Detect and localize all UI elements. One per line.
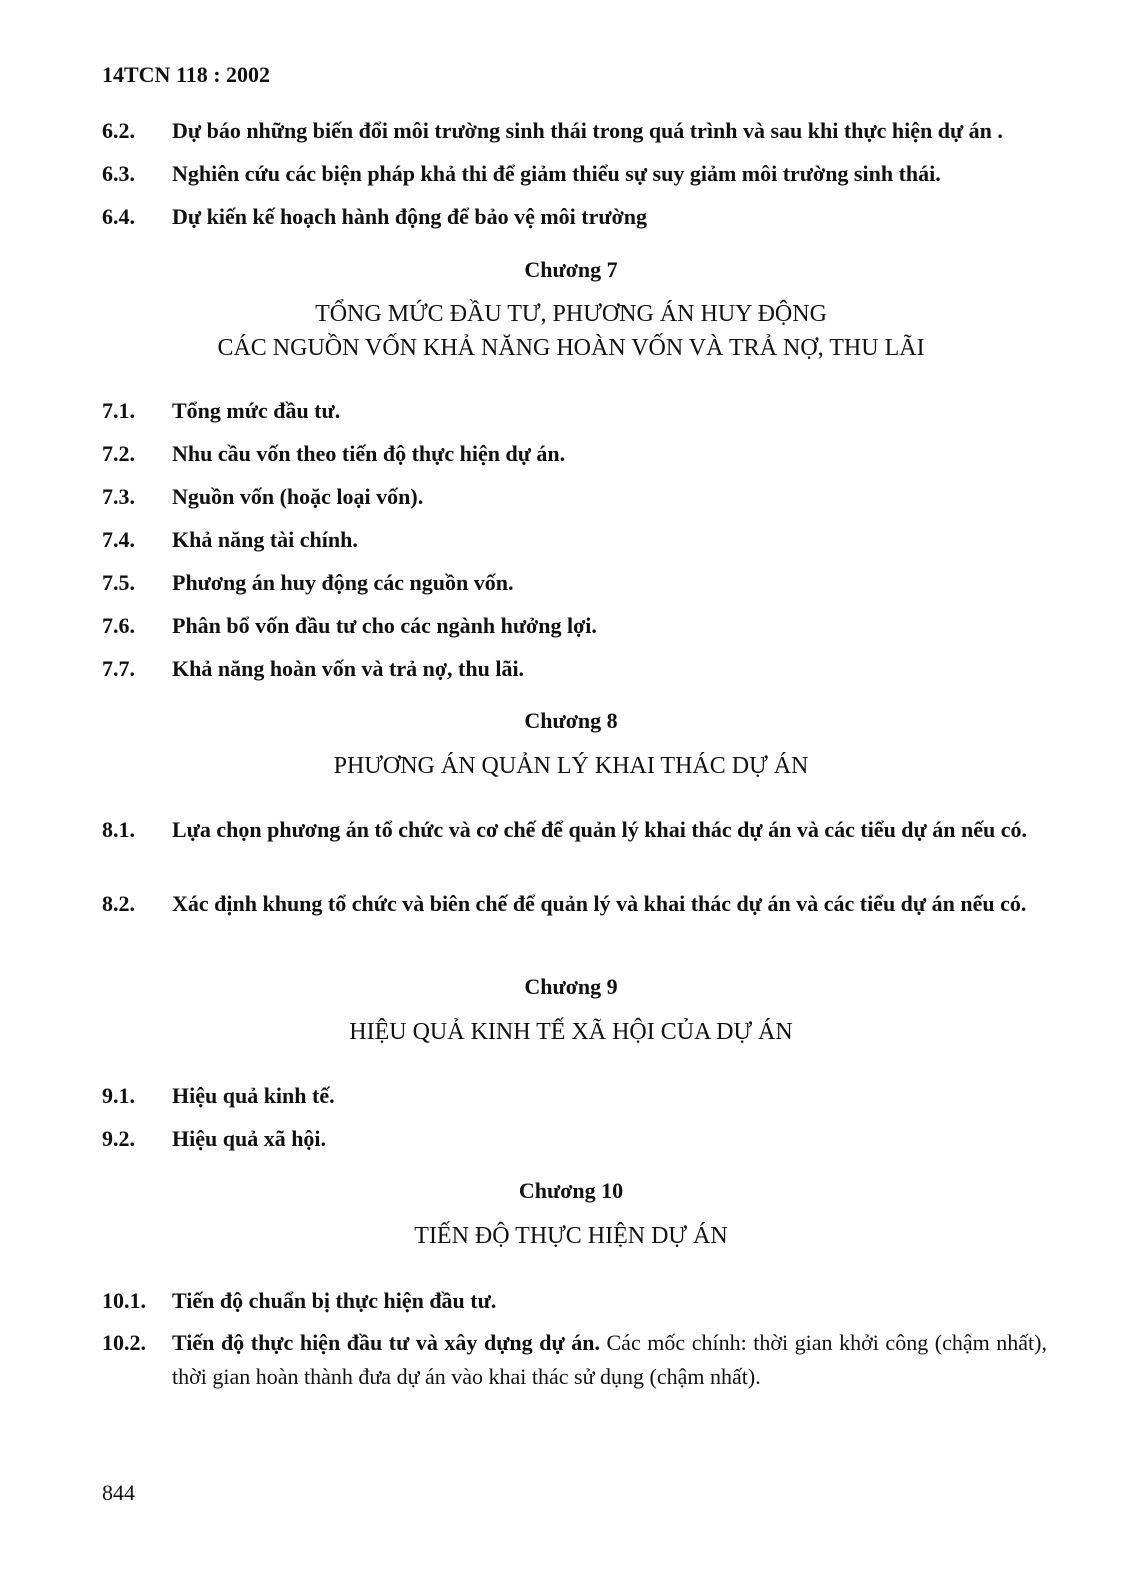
item-text-bold: Tiến độ thực hiện đầu tư và xây dựng dự án. [172,1330,600,1355]
list-item [102,652,1047,686]
item-text: Xác định khung tổ chức và biên chế để quản lý và khai thác dự án và các tiểu dự án nếu có. [172,891,1027,916]
list-item [102,114,1047,148]
item-number: 7.2. [102,441,135,466]
list-item [102,1079,1047,1113]
list-item [102,1326,1047,1394]
document-code: 14TCN 118 : 2002 [102,62,271,87]
chapter-title-line2: CÁC NGUỒN VỐN KHẢ NĂNG HOÀN VỐN VÀ TRẢ NỢ, THU LÃI [217,335,925,361]
list-item [102,437,1047,471]
item-number: 8.1. [102,817,135,842]
list-item [102,394,1047,428]
chapter-title: TIẾN ĐỘ THỰC HIỆN DỰ ÁN [414,1223,728,1249]
item-text [172,1326,1047,1394]
item-number: 6.4. [102,204,135,229]
chapter-title-line1: TỔNG MỨC ĐẦU TƯ, PHƯƠNG ÁN HUY ĐỘNG [315,301,827,327]
item-number: 9.1. [102,1083,135,1108]
item-text: Phân bổ vốn đầu tư cho các ngành hưởng lợi. [172,613,597,638]
list-item [102,1284,1047,1318]
item-number: 7.1. [102,398,135,423]
item-number: 7.4. [102,527,135,552]
item-text: Khả năng tài chính. [172,527,358,552]
item-text: Hiệu quả xã hội. [172,1126,327,1151]
chapter-label: Chương 7 [524,257,618,282]
item-text: Hiệu quả kinh tế. [172,1083,335,1108]
item-number: 7.3. [102,484,135,509]
item-text: Nguồn vốn (hoặc loại vốn). [172,484,424,509]
chapter-label: Chương 8 [524,708,618,733]
item-number: 10.1. [102,1288,146,1313]
item-text: Phương án huy động các nguồn vốn. [172,570,514,595]
item-number: 7.6. [102,613,135,638]
list-item [102,200,1047,234]
chapter-label: Chương 10 [518,1178,624,1203]
item-number: 6.2. [102,118,135,143]
list-item [102,1122,1047,1156]
item-number: 8.2. [102,891,135,916]
item-text: Tổng mức đầu tư. [172,398,341,423]
chapter-title: HIỆU QUẢ KINH TẾ XÃ HỘI CỦA DỰ ÁN [349,1019,793,1045]
item-text: Nghiên cứu các biện pháp khả thi để giảm thiểu sự suy giảm môi trường sinh thái. [172,161,941,186]
page-number: 844 [102,1480,135,1505]
chapter-label: Chương 9 [524,974,618,999]
item-text: Lựa chọn phương án tổ chức và cơ chế để quản lý khai thác dự án và các tiểu dự án nếu có. [172,817,1027,842]
list-item [102,887,1047,921]
item-text: Nhu cầu vốn theo tiến độ thực hiện dự án. [172,441,566,466]
item-text: Dự báo những biến đổi môi trường sinh thái trong quá trình và sau khi thực hiện dự án . [172,118,1003,143]
item-text: Khả năng hoàn vốn và trả nợ, thu lãi. [172,656,525,681]
chapter-title: PHƯƠNG ÁN QUẢN LÝ KHAI THÁC DỰ ÁN [333,753,809,779]
item-text: Tiến độ chuẩn bị thực hiện đầu tư. [172,1288,497,1313]
list-item [102,480,1047,514]
list-item [102,157,1047,191]
item-number: 7.5. [102,570,135,595]
item-text: Dự kiến kế hoạch hành động để bảo vệ môi trường [172,204,647,229]
list-item [102,609,1047,643]
list-item [102,566,1047,600]
item-text-normal: Các mốc chính: thời gian khởi công (chậm nhất), thời gian hoàn thành đưa dự án vào khai thác sử dụng (chậm nhất). [172,1330,1047,1389]
list-item [102,523,1047,557]
item-number: 7.7. [102,656,135,681]
item-number: 6.3. [102,161,135,186]
list-item [102,813,1047,847]
item-number: 9.2. [102,1126,135,1151]
item-number: 10.2. [102,1330,146,1355]
